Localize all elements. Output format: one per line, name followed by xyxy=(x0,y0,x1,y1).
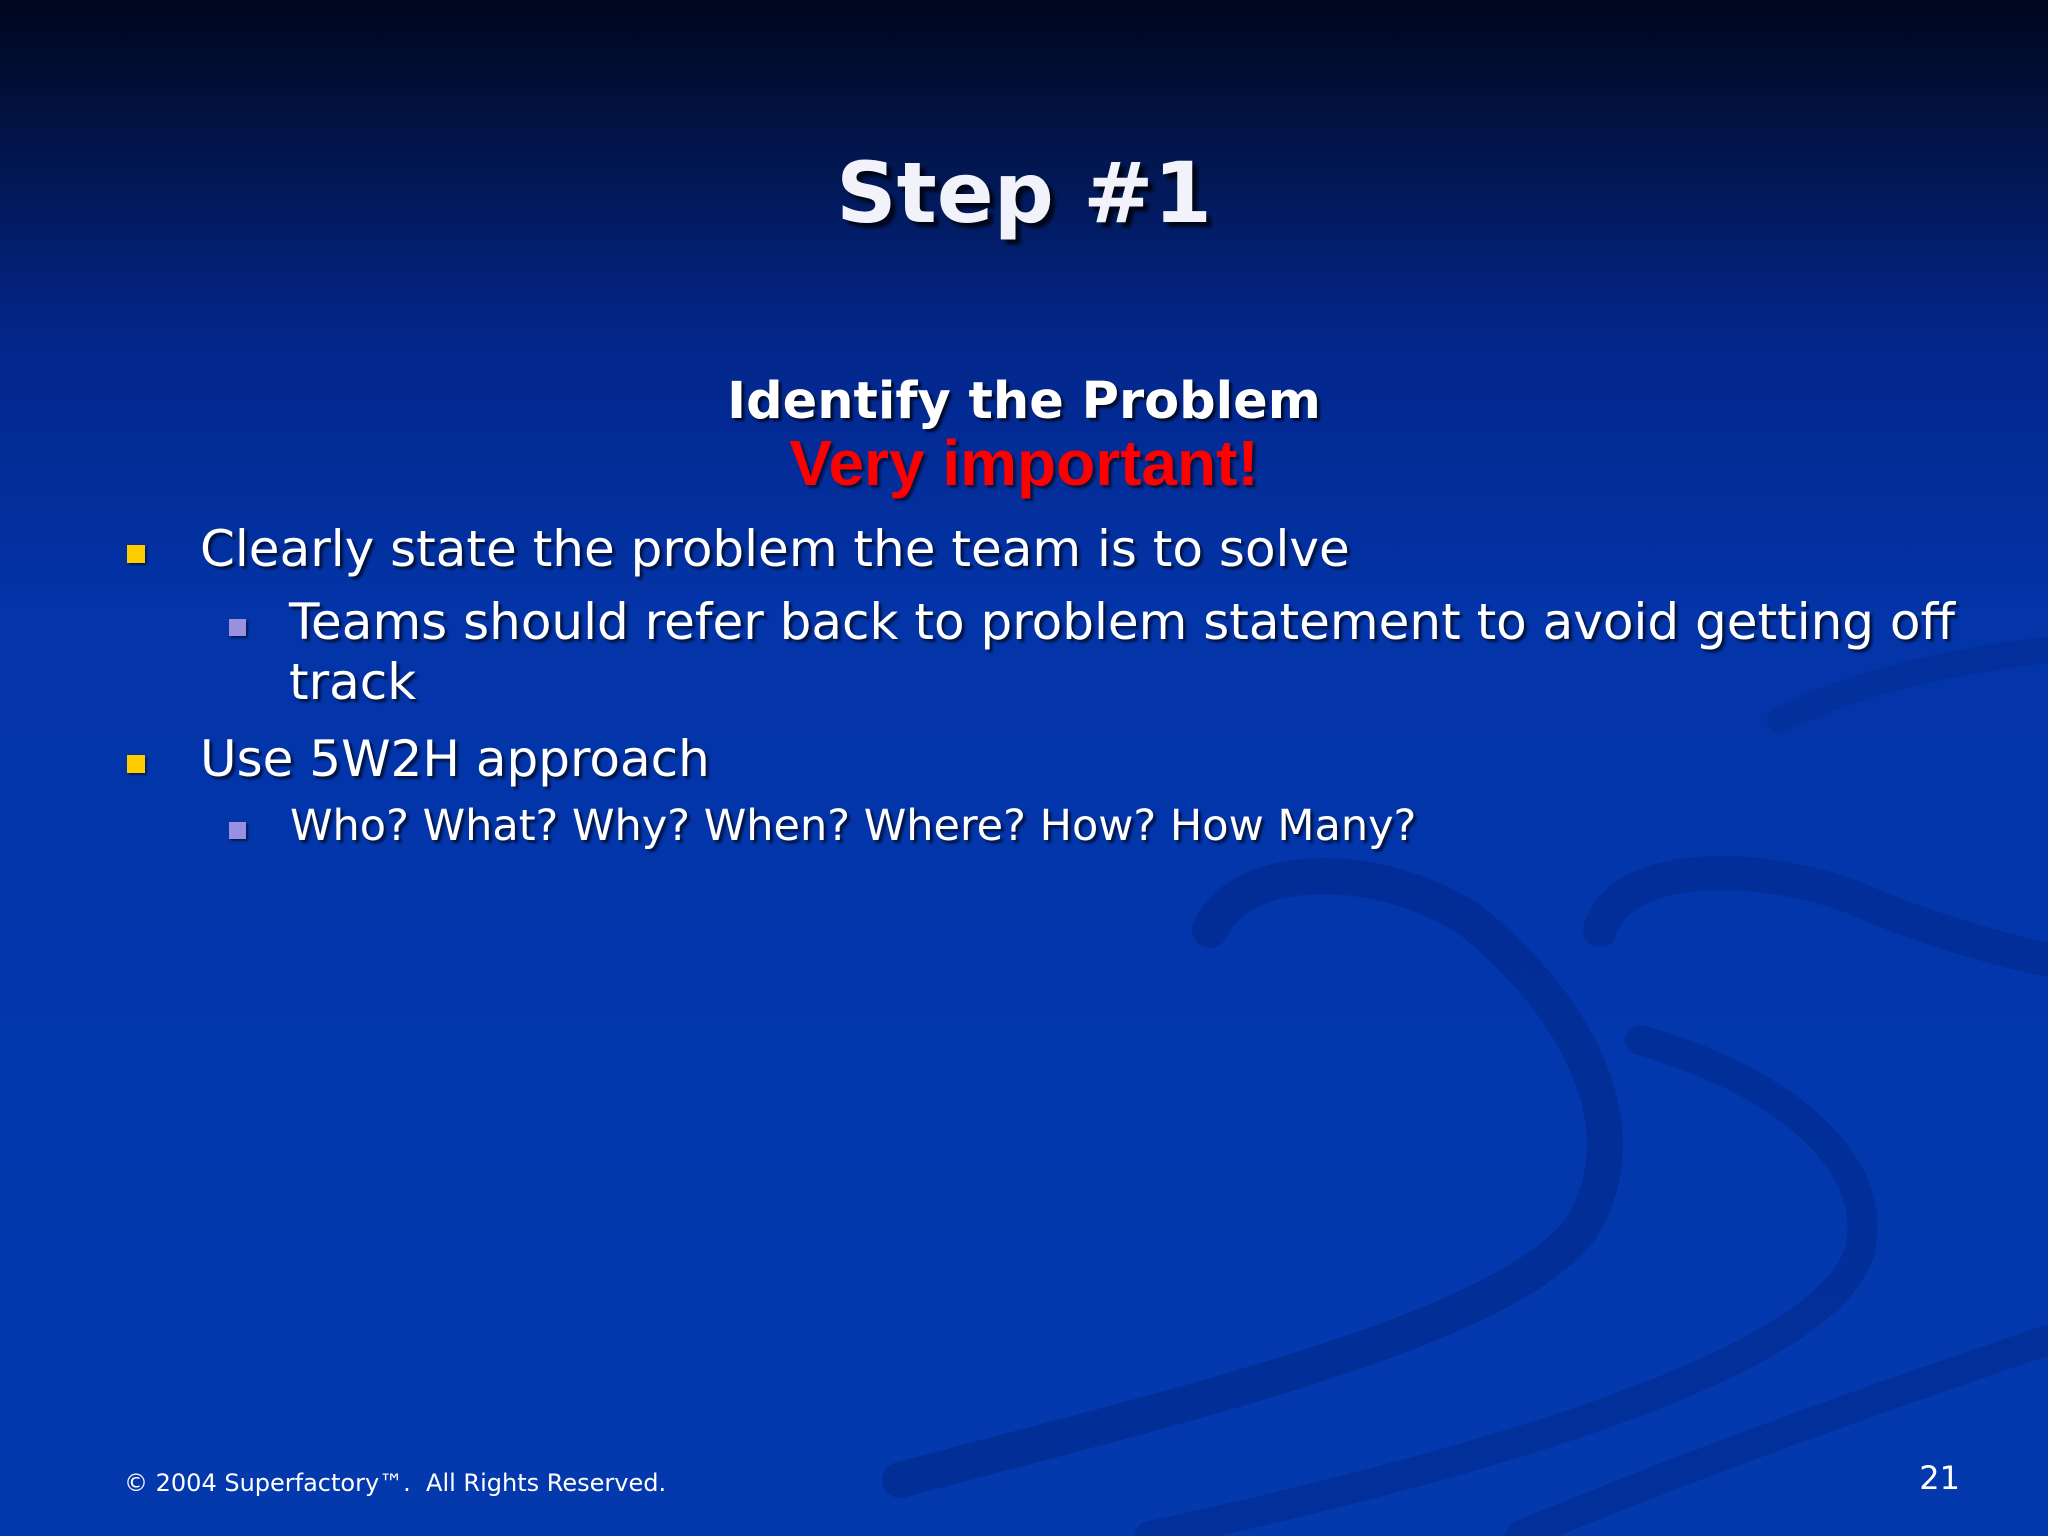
footer-copyright: © 2004 Superfactory™. All Rights Reserved. xyxy=(124,1469,667,1497)
bullet-text: Use 5W2H approach xyxy=(200,730,710,788)
bullet-text: Clearly state the problem the team is to solve xyxy=(200,520,1350,578)
sub-bullet-text: Teams should refer back to problem statement to avoid getting off track xyxy=(289,593,1955,711)
bullet-marker-level2 xyxy=(229,822,246,839)
bullet-marker-level1 xyxy=(127,755,145,773)
emphasis-text: Very important! xyxy=(789,427,1259,499)
bullet-marker-level2 xyxy=(229,619,246,636)
slide-subtitle: Identify the Problem xyxy=(727,372,1321,431)
slide-title: Step #1 xyxy=(836,144,1212,242)
bullet-marker-level1 xyxy=(127,545,145,563)
page-number: 21 xyxy=(1919,1459,1960,1497)
sub-bullet-text: Who? What? Why? When? Where? How? How Many? xyxy=(290,801,1417,851)
